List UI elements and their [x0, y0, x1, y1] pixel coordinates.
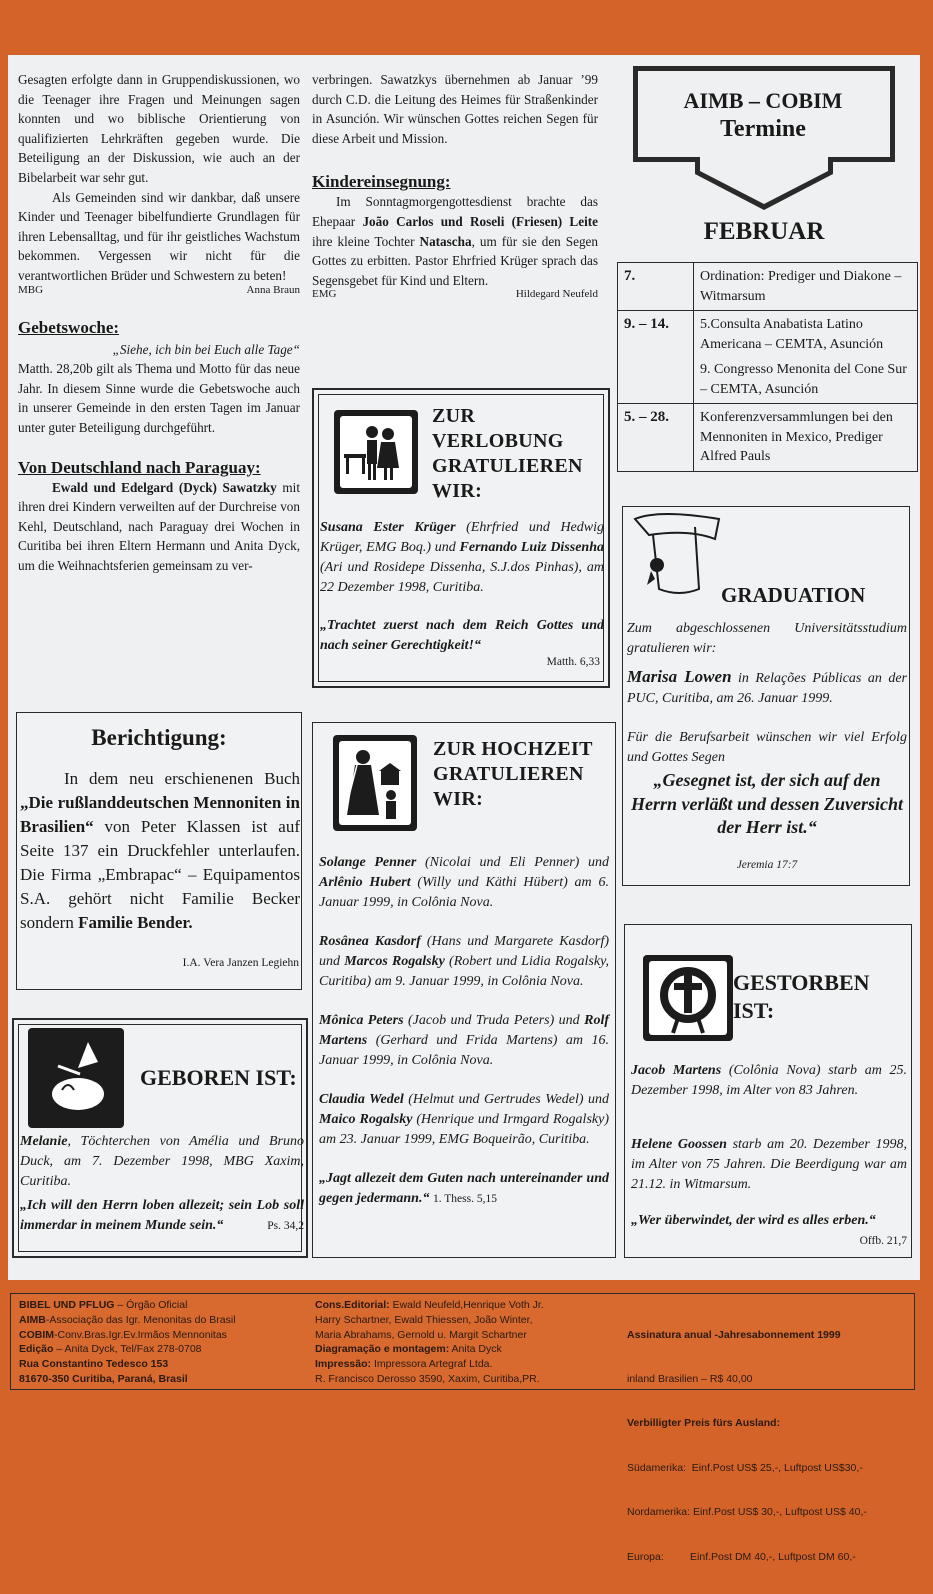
hochzeit-name: Solange Penner — [319, 855, 417, 870]
verlobung-name-1: Susana Ester Krüger — [320, 520, 456, 535]
impressum-line-text: 81670-350 Curitiba, Paraná, Brasil — [19, 1372, 188, 1385]
geboren-text: , Töchterchen von Amélia und Bruno Duck, am 7. Dezember 1998, MBG Xaxim, Curitiba. — [20, 1134, 304, 1189]
verlobung-verse: „Trachtet zuerst nach dem Reich Gottes und nach seiner Gerechtigkeit!“ — [320, 618, 604, 653]
berichtigung-book-title: „Die rußlanddeutschen Mennoniten in Brasilien“ — [20, 793, 300, 836]
berichtigung-box — [16, 712, 302, 990]
gestorben-name-1: Jacob Martens — [631, 1063, 722, 1078]
gestorben-verse: „Wer überwindet, der wird es alles erben.“ — [631, 1213, 876, 1228]
hochzeit-parents: (Robert und Lidia Rogalsky, Curitiba) am 9. Januar 1999, in Colônia Nova. — [319, 954, 610, 989]
impressum-line-text: -Associação das Igr. Menonitas do Brasil — [45, 1313, 236, 1326]
impressum-line-text: -Conv.Bras.Igr.Ev.Irmãos Mennonitas — [54, 1328, 227, 1341]
hochzeit-name: Claudia Wedel — [319, 1092, 404, 1107]
gestorben-box — [624, 924, 912, 1258]
kinder-text-a: Im Sonntagmorgengottesdienst brachte das Ehepaar — [312, 194, 598, 229]
impressum-publisher — [19, 1298, 309, 1387]
termine-row — [618, 404, 918, 472]
graduation-detail: in Relações Públicas an der PUC, Curitiba, am 26. Januar 1999. — [627, 671, 908, 706]
reise-continuation: verbringen. Sawatzkys übernehmen ab Januar ’99 durch C.D. die Leitung des Heimes für Straßenkinder in Asunción. Wir wünschen Gottes reichen Segen für diese Arbeit und Mission. — [312, 72, 598, 146]
impressum-line-text: – Órgão Oficial — [114, 1299, 188, 1311]
geboren-box — [12, 1018, 308, 1258]
impressum-line-text: BIBEL UND PFLUG — [19, 1299, 115, 1311]
hochzeit-parents: (Helmut und Gertrudes Wedel) und — [403, 1092, 609, 1107]
kinder-author: Hildegard Neufeld — [515, 288, 598, 301]
gebetswoche-quote: „Siehe, ich bin bei Euch alle Tage“ — [112, 341, 300, 357]
gestorben-text-2: starb am 20. Dezember 1998, im Alter von 75 Jahren. Die Beerdigung war am 21.12. in Witmarsum. — [631, 1137, 907, 1192]
hochzeit-couple — [319, 932, 609, 992]
impressum-line-text: Diagramação e montagem: — [315, 1343, 450, 1356]
gebetswoche-heading: Gebetswoche: — [18, 317, 120, 337]
memorial-wreath-icon — [643, 955, 733, 1041]
hochzeit-name: Rosânea Kasdorf — [319, 934, 421, 949]
graduation-verse: „Gesegnet ist, der sich auf den Herrn verläßt und dessen Zuversicht der Herr ist.“ — [631, 770, 904, 837]
berichtigung-heading: Berichtigung: — [91, 725, 227, 750]
impressum-editorial — [315, 1298, 615, 1387]
reise-heading: Von Deutschland nach Paraguay: — [18, 457, 261, 477]
graduation-box — [622, 506, 910, 886]
hochzeit-parents: (Hans und Margarete Kasdorf) und — [319, 934, 609, 969]
middle-column — [312, 70, 598, 300]
intro-author: Anna Braun — [246, 283, 300, 296]
intro-paragraph-1: Gesagten erfolgte dann in Gruppendiskussionen, wo die Teenager ihre Fragen und Meinungen sagen konnten und wo biblische Orientierung von qualifizierten Lehrkräften gegeben wurde. Die Beteiligung an der Diskussion, wie auch an der Bibelarbeit war sehr gut. — [18, 72, 300, 185]
termine-text: Ordination: Prediger und Diakone – Witmarsum — [694, 263, 918, 311]
termine-month: FEBRUAR — [703, 218, 825, 245]
hochzeit-couple — [319, 1011, 609, 1071]
impressum-line-text: Cons.Editorial: — [315, 1299, 390, 1311]
intro-paragraph-2: Als Gemeinden sind wir dankbar, daß unsere Kinder und Teenager bibelfundierte Grundlagen für ihren Lebensalltag, und für ihr geistliches Wachstum bekommen. Vergessen wir nicht für die verantwortlichen Brüder und Schwestern zu beten! — [18, 189, 300, 283]
termine-text: 5.Consulta Anabatista Latino Americana – CEMTA, Asunción — [700, 317, 884, 352]
geboren-name: Melanie — [20, 1134, 68, 1149]
verlobung-ref: Matth. 6,33 — [546, 656, 600, 668]
impressum-line-text: Rua Constantino Tedesco 153 — [19, 1358, 169, 1371]
verlobung-box — [312, 388, 610, 688]
berichtigung-text-b: von Peter Klassen ist auf Seite 137 ein Druckfehler unterlaufen. Die Firma „Embrapac“ – Equipamentos S.A. gehört nicht Familie Becker sondern — [20, 817, 300, 932]
impressum-line-text: R. Francisco Derosso 3590, Xaxim, Curitiba,PR. — [315, 1372, 540, 1385]
kinder-heading: Kindereinsegnung: — [312, 172, 451, 192]
reise-text: mit ihren drei Kindern verweilten auf der Durchreise von Kehl, Deutschland, nach Paraguay drei Wochen in Curitiba bei ihren Eltern Hermann und Anita Dyck, um die Weihnachtsferien gemeinsam zu ver- — [18, 479, 300, 573]
hochzeit-couple — [319, 1090, 609, 1150]
hochzeit-heading: ZUR HOCHZEIT GRATULIEREN WIR: — [433, 738, 593, 810]
hochzeit-parents: (Henrique und Irmgard Rogalsky) am 23. Januar 1999, EMG Boqueirão, Curitiba. — [319, 1112, 609, 1147]
hochzeit-parents: (Jacob und Truda Peters) und — [403, 1013, 585, 1028]
verlobung-parents-2: (Ari und Rosidepe Dissenha, S.J.dos Pinhas), am 22 Dezember 1998, Curitiba. — [320, 560, 604, 595]
hochzeit-name: Mônica Peters — [319, 1013, 404, 1028]
impressum-line-text: Edição — [19, 1343, 54, 1356]
impressum-line-text: Maria Abrahams, Gernold u. Margit Schartner — [315, 1328, 527, 1341]
termine-text: Konferenzversammlungen bei den Mennoniten in Mexico, Prediger Alfred Pauls — [694, 404, 918, 472]
gebetswoche-text: Matth. 28,20b gilt als Thema und Motto für das neue Jahr. In diesem Sinne wurde die Gebetswoche auch in unserer Gemeinde in den ersten Tagen im Januar unter guter Beteiligung durchgeführt. — [18, 361, 300, 435]
impressum-line-text: Impressora Artegraf Ltda. — [371, 1358, 493, 1371]
impressum-line-text: Nordamerika: Einf.Post US$ 30,-, Luftpost US$ 40,- — [627, 1506, 867, 1519]
impressum-line-text: Impressão: — [315, 1358, 372, 1371]
gestorben-text-1: (Colônia Nova) starb am 25. Dezember 1998, im Alter von 83 Jahren. — [631, 1063, 908, 1098]
graduation-wish: Für die Berufsarbeit wünschen wir viel Erfolg und Gottes Segen — [627, 730, 907, 765]
termine-table — [617, 262, 918, 472]
impressum-line-text: – Anita Dyck, Tel/Fax 278-0708 — [53, 1343, 202, 1356]
kinder-parents: João Carlos und Roseli (Friesen) Leite — [362, 213, 598, 229]
baby-stork-icon — [28, 1028, 124, 1128]
hochzeit-name: Rolf Martens — [319, 1013, 610, 1048]
hochzeit-parents: (Nicolai und Eli Penner) und — [416, 855, 609, 870]
hochzeit-parents: (Gerhard und Frida Martens) am 16. Januar 1999, in Colônia Nova. — [319, 1033, 609, 1068]
geboren-heading: GEBOREN IST: — [140, 1065, 297, 1090]
termine-text-2: 9. Congresso Menonita del Cone Sur – CEMTA, Asunción — [700, 362, 907, 397]
impressum-line-text: Verbilligter Preis fürs Ausland: — [627, 1417, 781, 1430]
geboren-verse: „Ich will den Herrn loben allezeit; sein Lob soll immerdar in meinem Munde sein.“ — [20, 1198, 304, 1233]
hochzeit-parents: (Willy und Käthi Hübert) am 6. Januar 1999, in Colônia Nova. — [319, 875, 609, 910]
impressum-line-text: Assinatura anual -Jahresabonnement 1999 — [627, 1328, 841, 1341]
impressum-subscription — [627, 1298, 913, 1594]
verlobung-heading: ZUR VERLOBUNG GRATULIEREN WIR: — [432, 405, 583, 502]
hochzeit-list — [319, 853, 609, 1209]
hochzeit-couple — [319, 853, 609, 913]
hochzeit-verse: „Jagt allezeit dem Guten nach untereinander und gegen jedermann.“ — [319, 1171, 609, 1206]
termine-date: 5. – 28. — [618, 404, 694, 472]
termine-row — [618, 311, 918, 404]
impressum-line-text: inland Brasilien – R$ 40,00 — [627, 1372, 753, 1385]
verlobung-parents-1: (Ehrfried und Hedwig Krüger, EMG Boq.) und — [320, 520, 604, 555]
diploma-scroll-icon — [629, 509, 729, 605]
reise-names: Ewald und Edelgard (Dyck) Sawatzky — [52, 479, 277, 495]
impressum-line-text: Ewald Neufeld,Henrique Voth Jr. — [389, 1299, 544, 1311]
hochzeit-name: Marcos Rogalsky — [344, 954, 445, 969]
berichtigung-sign: I.A. Vera Janzen Legiehn — [182, 957, 299, 969]
termine-title-org: AIMB – COBIM — [683, 88, 843, 113]
verlobung-name-2: Fernando Luiz Dissenha — [459, 540, 605, 555]
termine-row — [618, 263, 918, 311]
impressum-footer — [10, 1293, 915, 1563]
engaged-couple-icon — [334, 410, 418, 494]
hochzeit-name: Arlênio Hubert — [319, 875, 411, 890]
kinder-org: EMG — [312, 288, 337, 301]
impressum-line-text: Harry Schartner, Ewald Thiessen, João Winter, — [315, 1313, 533, 1326]
termine-date: 9. – 14. — [618, 311, 694, 404]
graduation-ref: Jeremia 17:7 — [736, 859, 798, 871]
hochzeit-ref: 1. Thess. 5,15 — [432, 1193, 497, 1205]
hochzeit-box — [312, 722, 616, 1258]
berichtigung-family: Familie Bender. — [78, 913, 193, 932]
berichtigung-text-a: In dem neu erschienenen Buch — [64, 769, 300, 788]
kinder-text-c: , um für sie den Segen Gottes zu erbitten. Pastor Ehrfried Krüger sprach das Segensgebet für Kind und Eltern. — [312, 233, 598, 288]
impressum-line-text: AIMB — [19, 1313, 46, 1326]
intro-org: MBG — [18, 283, 44, 296]
wedding-couple-icon — [333, 735, 417, 831]
graduation-intro: Zum abgeschlossenen Universitätsstudium gratulieren wir: — [627, 621, 907, 656]
hochzeit-name: Maico Rogalsky — [319, 1112, 413, 1127]
kinder-text-b: ihre kleine Tochter — [312, 233, 420, 249]
gestorben-ref: Offb. 21,7 — [859, 1235, 907, 1247]
gestorben-heading: GESTORBEN IST: — [733, 970, 870, 1023]
kinder-child: Natascha — [419, 233, 472, 249]
left-column — [18, 70, 300, 575]
impressum-line-text: COBIM — [19, 1328, 54, 1341]
gestorben-name-2: Helene Goossen — [631, 1137, 727, 1152]
graduation-heading: GRADUATION — [721, 583, 866, 607]
graduation-name: Marisa Lowen — [627, 667, 732, 686]
impressum-line-text: Anita Dyck — [449, 1343, 502, 1356]
termine-title: Termine — [720, 116, 806, 142]
impressum-line-text: Südamerika: Einf.Post US$ 25,-, Luftpost US$30,- — [627, 1461, 863, 1474]
termine-date: 7. — [618, 263, 694, 311]
impressum-line-text: Europa: Einf.Post DM 40,-, Luftpost DM 60,- — [627, 1550, 856, 1563]
geboren-ref: Ps. 34,2 — [267, 1220, 304, 1232]
